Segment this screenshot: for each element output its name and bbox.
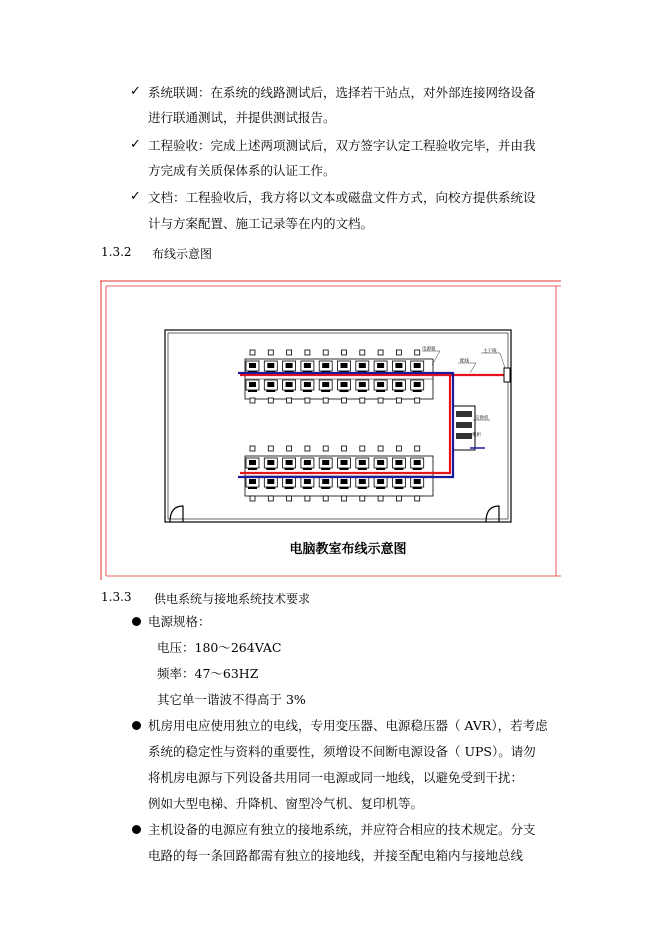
power-spec-harmonic: 其它单一谐波不得高于 3% <box>157 692 306 707</box>
chair <box>360 496 365 501</box>
computer-station <box>264 380 277 392</box>
chair <box>268 350 273 355</box>
checklist-item-3-line1: 文档：工程验收后，我方将以文本或磁盘文件方式，向校方提供系统设 <box>148 190 536 205</box>
chair <box>250 446 255 451</box>
chair <box>305 446 310 451</box>
power-spec-voltage: 电压：180～264VAC <box>157 640 282 655</box>
computer-station <box>338 458 351 470</box>
para-ground-line1: 主机设备的电源应有独立的接地系统，并应符合相应的技术规定。分支 <box>148 822 536 837</box>
computer-station <box>338 361 351 373</box>
figure-caption: 电脑教室布线示意图 <box>289 542 407 557</box>
computer-station <box>374 458 387 470</box>
checklist-item-2-line1: 工程验收：完成上述两项测试后，双方签字认定工程验收完毕，并由我 <box>148 138 536 153</box>
chair <box>396 496 401 501</box>
computer-station <box>301 380 314 392</box>
chair <box>342 446 347 451</box>
network-cabinet <box>453 406 475 450</box>
checklist-item-3-line2: 计与方案配置、施工记录等在内的文档。 <box>148 216 374 231</box>
computer-station <box>356 458 369 470</box>
wiring-diagram-figure <box>100 280 561 580</box>
chair <box>323 350 328 355</box>
chair <box>268 496 273 501</box>
bullet-icon <box>132 617 141 626</box>
checklist-item-2-line2: 方完成有关质保体系的认证工作。 <box>148 163 336 178</box>
chair <box>305 350 310 355</box>
chair <box>378 446 383 451</box>
computer-station <box>246 380 259 392</box>
tag-switch: 交换机 <box>475 416 489 421</box>
chair <box>415 350 420 355</box>
computer-station <box>356 380 369 392</box>
computer-station <box>392 477 405 489</box>
tag-cabinet: 机柜 <box>472 433 481 438</box>
power-spec-frequency: 频率：47～63HZ <box>157 666 259 681</box>
power-spec-heading: 电源规格： <box>148 614 211 629</box>
chair <box>268 446 273 451</box>
chair <box>323 496 328 501</box>
computer-station <box>264 477 277 489</box>
para-ground-line2: 电路的每一条回路都需有独立的接地线，并接至配电箱内与接地总线 <box>148 848 524 863</box>
computer-station <box>356 477 369 489</box>
checklist-item-1-line1: 系统联调：在系统的线路测试后，选择若干站点，对外部连接网络设备 <box>148 85 536 100</box>
computer-station <box>411 380 424 392</box>
computer-station <box>283 361 296 373</box>
computer-station <box>411 458 424 470</box>
chair <box>360 446 365 451</box>
chair <box>250 496 255 501</box>
chair <box>415 398 420 403</box>
computer-station <box>411 477 424 489</box>
para-avr-line2: 系统的稳定性与资料的重要性，须增设不间断电源设备（ UPS）。请勿 <box>148 744 536 759</box>
chair <box>287 496 292 501</box>
section-number: 1.3.3 <box>101 590 132 604</box>
wiring-diagram <box>100 280 561 580</box>
chair <box>342 398 347 403</box>
chair <box>268 398 273 403</box>
chair <box>287 350 292 355</box>
chair <box>342 496 347 501</box>
computer-station <box>246 458 259 470</box>
bullet-icon <box>132 721 141 730</box>
para-avr-line1: 机房用电应使用独立的电线，专用变压器、电源稳压器（ AVR），若考虑 <box>148 718 548 733</box>
computer-station <box>338 477 351 489</box>
computer-station <box>392 458 405 470</box>
chair <box>360 350 365 355</box>
computer-station <box>246 477 259 489</box>
computer-station <box>283 477 296 489</box>
chair <box>305 398 310 403</box>
chair <box>250 350 255 355</box>
para-avr-line4: 例如大型电梯、升降机、窗型冷气机、复印机等。 <box>148 796 424 811</box>
computer-station <box>374 380 387 392</box>
computer-station <box>264 458 277 470</box>
check-icon: ✓ <box>130 137 141 152</box>
computer-station <box>301 477 314 489</box>
computer-station <box>392 380 405 392</box>
wall-outlet-box <box>504 368 510 382</box>
computer-station <box>246 361 259 373</box>
tag-trunk: 主干线 <box>483 349 497 354</box>
computer-station <box>374 361 387 373</box>
computer-station <box>319 458 332 470</box>
computer-station <box>264 361 277 373</box>
computer-station <box>338 380 351 392</box>
computer-station <box>411 361 424 373</box>
chair <box>250 398 255 403</box>
check-icon: ✓ <box>130 84 141 99</box>
chair <box>396 446 401 451</box>
chair <box>378 398 383 403</box>
chair <box>287 446 292 451</box>
computer-station <box>301 361 314 373</box>
chair <box>415 496 420 501</box>
chair <box>323 398 328 403</box>
check-icon: ✓ <box>130 189 141 204</box>
chair <box>287 398 292 403</box>
section-title: 布线示意图 <box>152 247 213 261</box>
chair <box>305 496 310 501</box>
chair <box>378 496 383 501</box>
bullet-icon <box>132 825 141 834</box>
computer-station <box>356 361 369 373</box>
checklist-item-1-line2: 进行联通测试，并提供测试报告。 <box>148 110 336 125</box>
computer-station <box>319 380 332 392</box>
chair <box>360 398 365 403</box>
computer-station <box>319 361 332 373</box>
chair <box>378 350 383 355</box>
tag-power-box: 电源箱 <box>422 347 436 352</box>
computer-station <box>283 380 296 392</box>
section-title: 供电系统与接地系统技术要求 <box>154 592 311 606</box>
chair <box>396 350 401 355</box>
chair <box>342 350 347 355</box>
chair <box>415 446 420 451</box>
tag-wiring: 配线 <box>460 359 469 364</box>
section-number: 1.3.2 <box>101 245 132 259</box>
chair <box>396 398 401 403</box>
para-avr-line3: 将机房电源与下列设备共用同一电源或同一地线，以避免受到干扰： <box>148 770 524 785</box>
computer-station <box>374 477 387 489</box>
computer-station <box>283 458 296 470</box>
computer-station <box>319 477 332 489</box>
computer-station <box>301 458 314 470</box>
chair <box>323 446 328 451</box>
computer-station <box>392 361 405 373</box>
